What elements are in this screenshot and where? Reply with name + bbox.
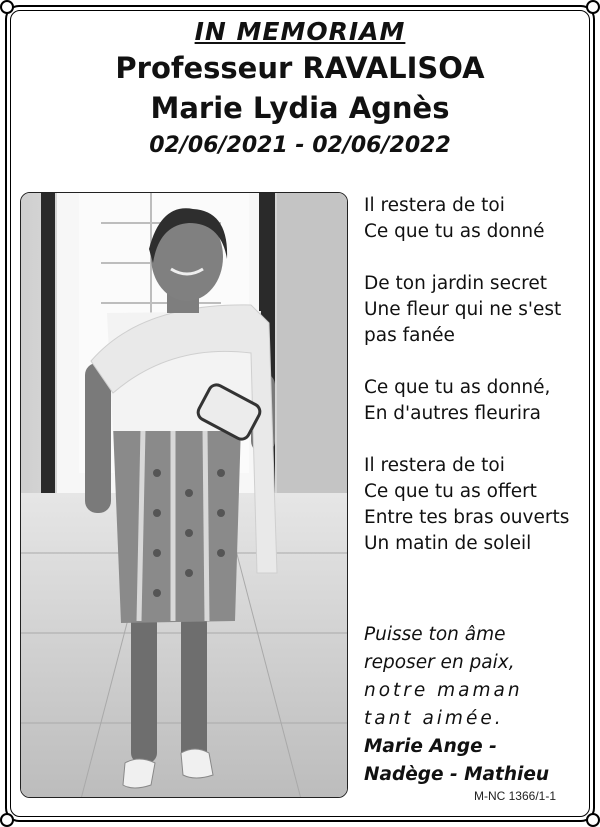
poem-stanza — [364, 271, 594, 349]
tribute-line: reposer en paix, — [364, 652, 515, 673]
tribute — [364, 621, 594, 789]
poem-line: Ce que tu as donné — [364, 221, 545, 242]
memorial-dates: 02/06/2021 - 02/06/2022 — [149, 133, 451, 158]
poem-stanza — [364, 193, 594, 245]
poem-line: pas fanée — [364, 325, 455, 346]
poem — [364, 193, 594, 583]
tribute-line: tant aimée. — [364, 708, 504, 729]
corner-ornament-top-left — [0, 0, 14, 14]
deceased-name-line2: Marie Lydia Agnès — [150, 91, 450, 125]
corner-ornament-bottom-right — [586, 813, 600, 827]
portrait-photo — [20, 192, 348, 798]
corner-ornament-top-right — [586, 0, 600, 14]
reference-code: M-NC 1366/1-1 — [473, 789, 556, 803]
poem-line: En d'autres fleurira — [364, 403, 541, 424]
poem-stanza — [364, 375, 594, 427]
poem-stanza — [364, 453, 594, 557]
tribute-line: Puisse ton âme — [364, 624, 506, 645]
tribute-line: notre maman — [364, 680, 523, 701]
corner-ornament-bottom-left — [0, 813, 14, 827]
poem-line: Une fleur qui ne s'est — [364, 299, 562, 320]
kicker-title: IN MEMORIAM — [194, 17, 406, 46]
poem-line: Il restera de toi — [364, 195, 505, 216]
poem-line: Ce que tu as donné, — [364, 377, 551, 398]
poem-line: Entre tes bras ouverts — [364, 507, 570, 528]
family-signature-line: Nadège - Mathieu — [364, 764, 550, 785]
poem-line: Il restera de toi — [364, 455, 505, 476]
poem-line: Ce que tu as offert — [364, 481, 537, 502]
poem-line: De ton jardin secret — [364, 273, 547, 294]
header — [0, 16, 600, 162]
deceased-name-line1: Professeur RAVALISOA — [115, 51, 485, 85]
family-signature-line: Marie Ange - — [364, 736, 497, 757]
poem-line: Un matin de soleil — [364, 533, 532, 554]
